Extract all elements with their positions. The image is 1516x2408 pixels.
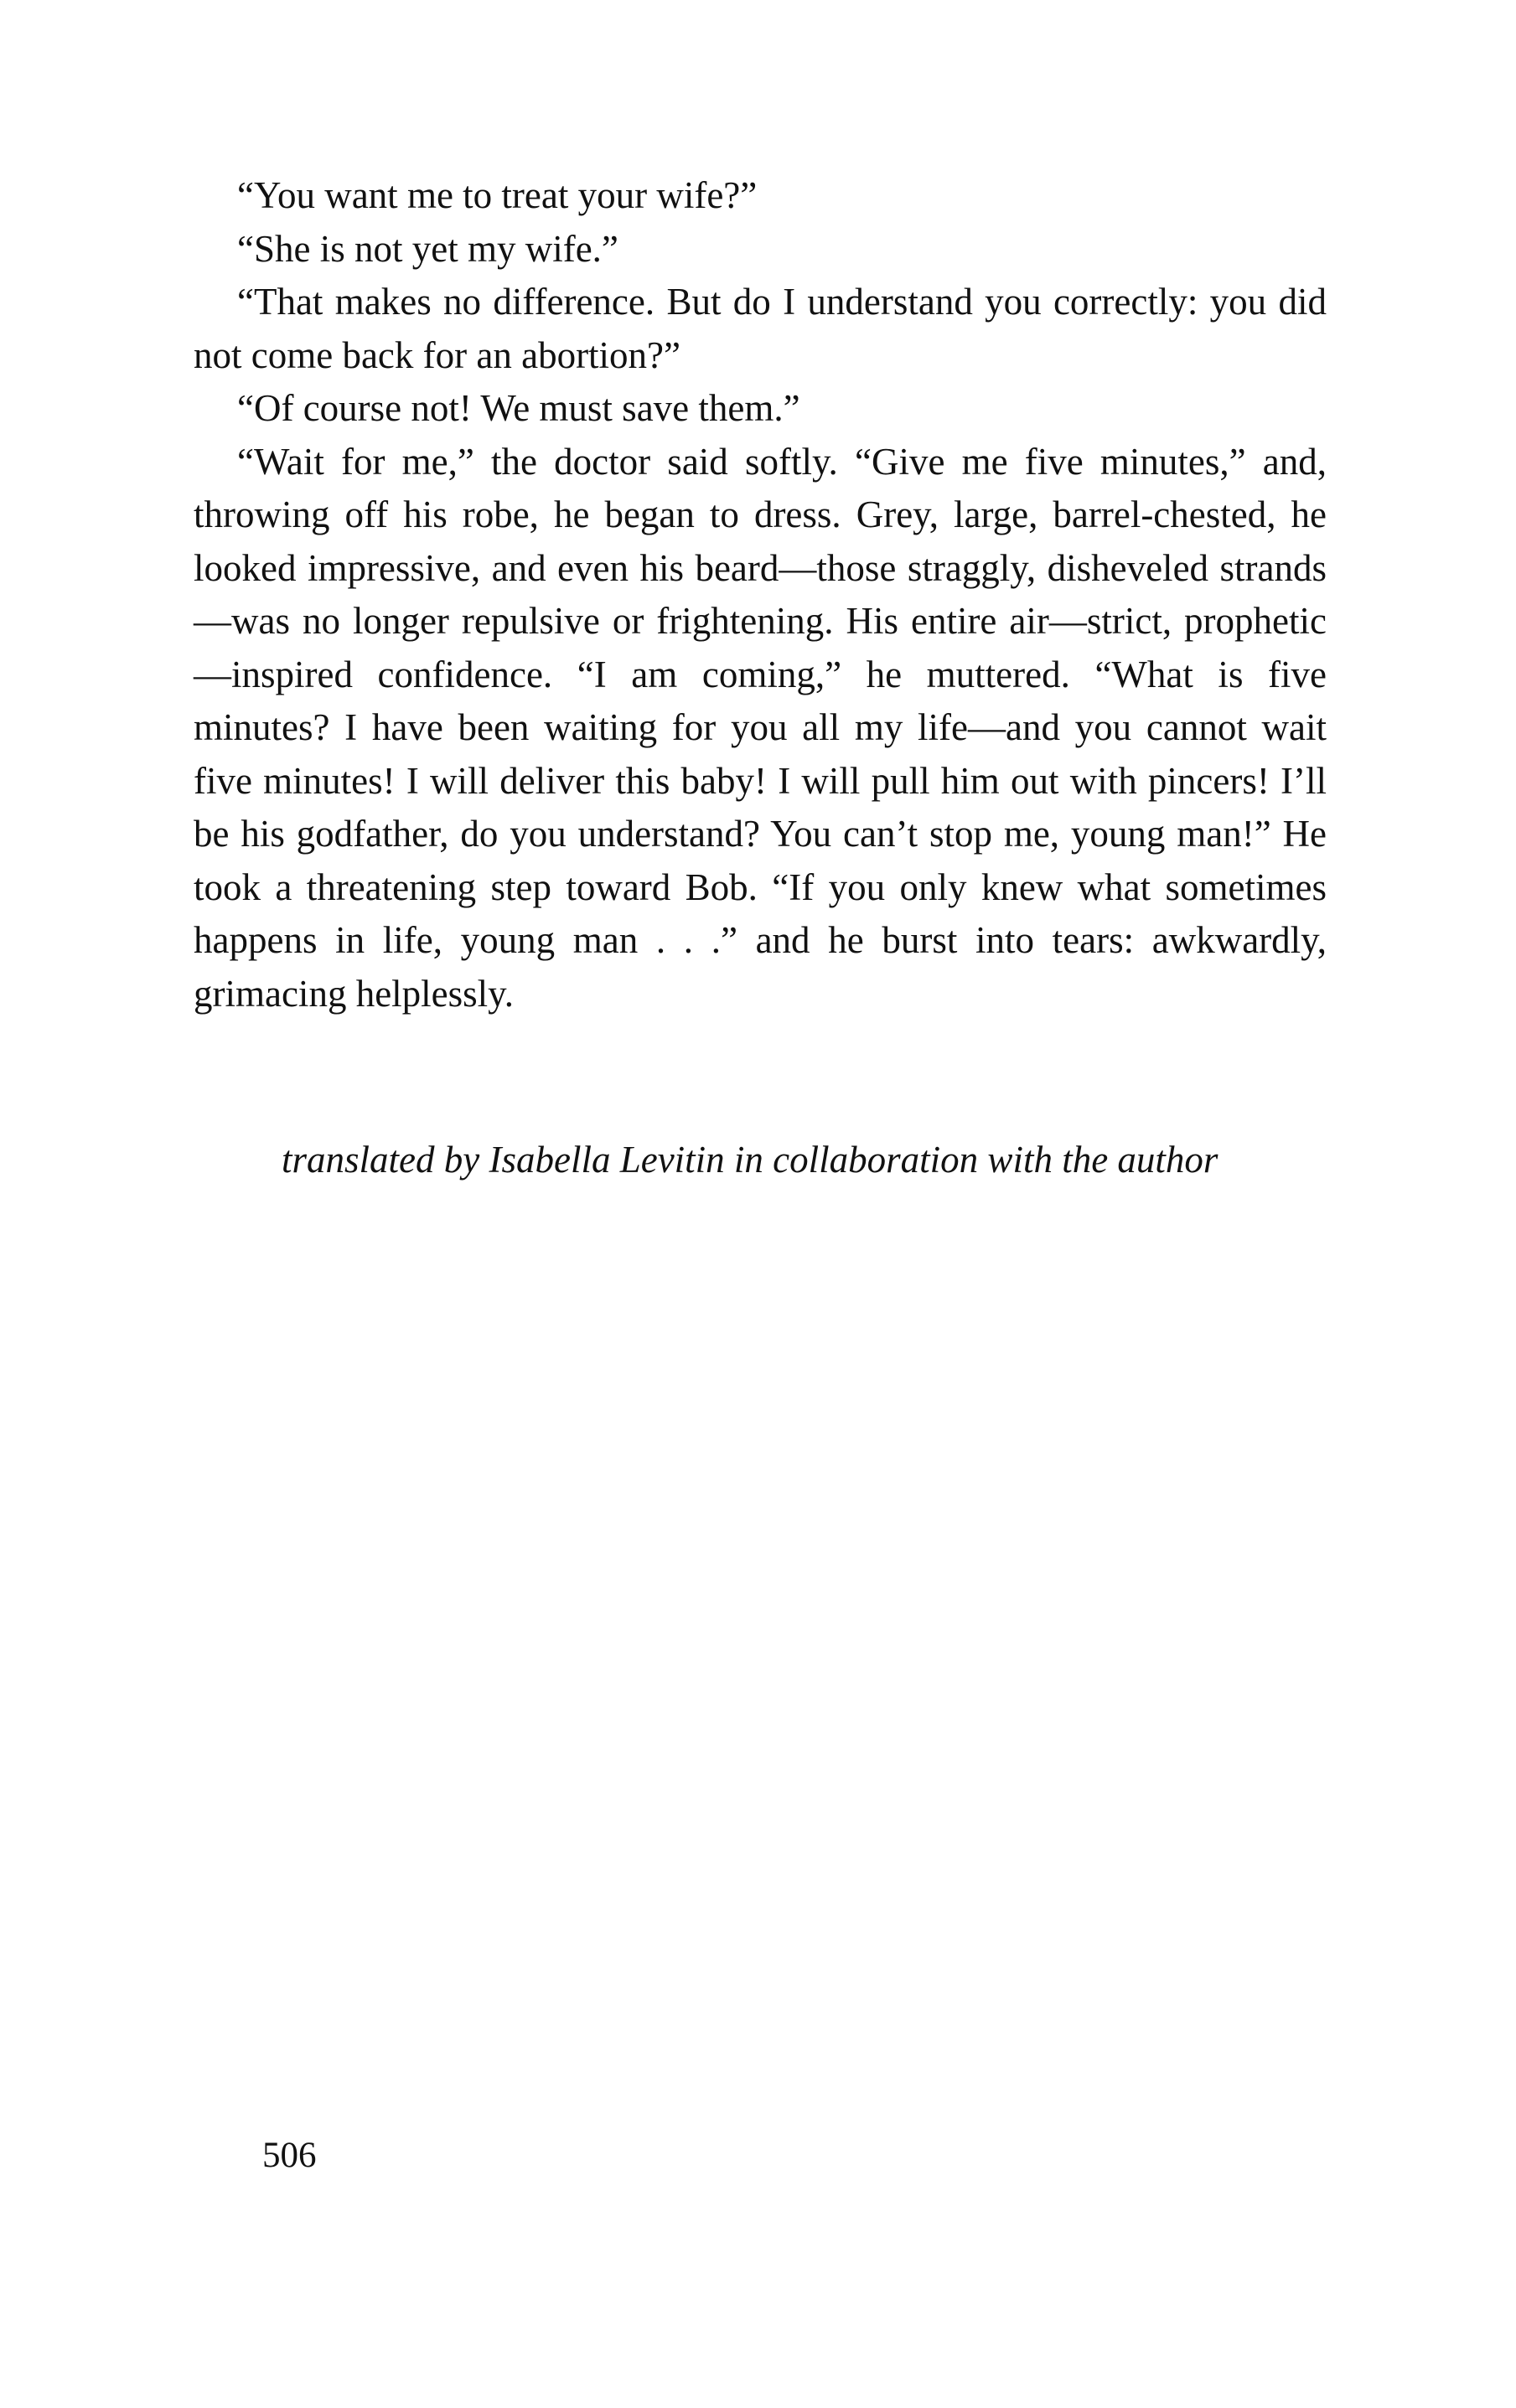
body-text	[194, 169, 1327, 1021]
translator-credit: translated by Isabella Levitin in collaboration with the author	[282, 1139, 1218, 1181]
dialogue-paragraph-4: “Of course not! We must save them.”	[237, 387, 800, 429]
dialogue-paragraph-5: “Wait for me,” the doctor said softly. “Give me five minutes,” and, throwing off his robe, he began to dress. Grey, large, barrel-chested, he looked impressive, and even his beard—those straggly, disheveled strands—was no longer repulsive or frightening. His entire air—strict, prophetic—inspired confidence. “I am coming,” he muttered. “What is five minutes? I have been waiting for you all my life—and you cannot wait five minutes! I will deliver this baby! I will pull him out with pincers! I’ll be his godfather, do you understand? You can’t stop me, young man!” He took a threatening step toward Bob. “If you only knew what sometimes happens in life, young man . . .” and he burst into tears: awkwardly, grimacing helplessly.	[194, 440, 1327, 1015]
dialogue-paragraph-2: “She is not yet my wife.”	[237, 227, 618, 270]
dialogue-paragraph-3: “That makes no difference. But do I understand you correctly: you did not come back for an abortion?”	[194, 281, 1327, 376]
page-number: 506	[262, 2136, 317, 2175]
dialogue-paragraph-1: “You want me to treat your wife?”	[237, 174, 758, 216]
